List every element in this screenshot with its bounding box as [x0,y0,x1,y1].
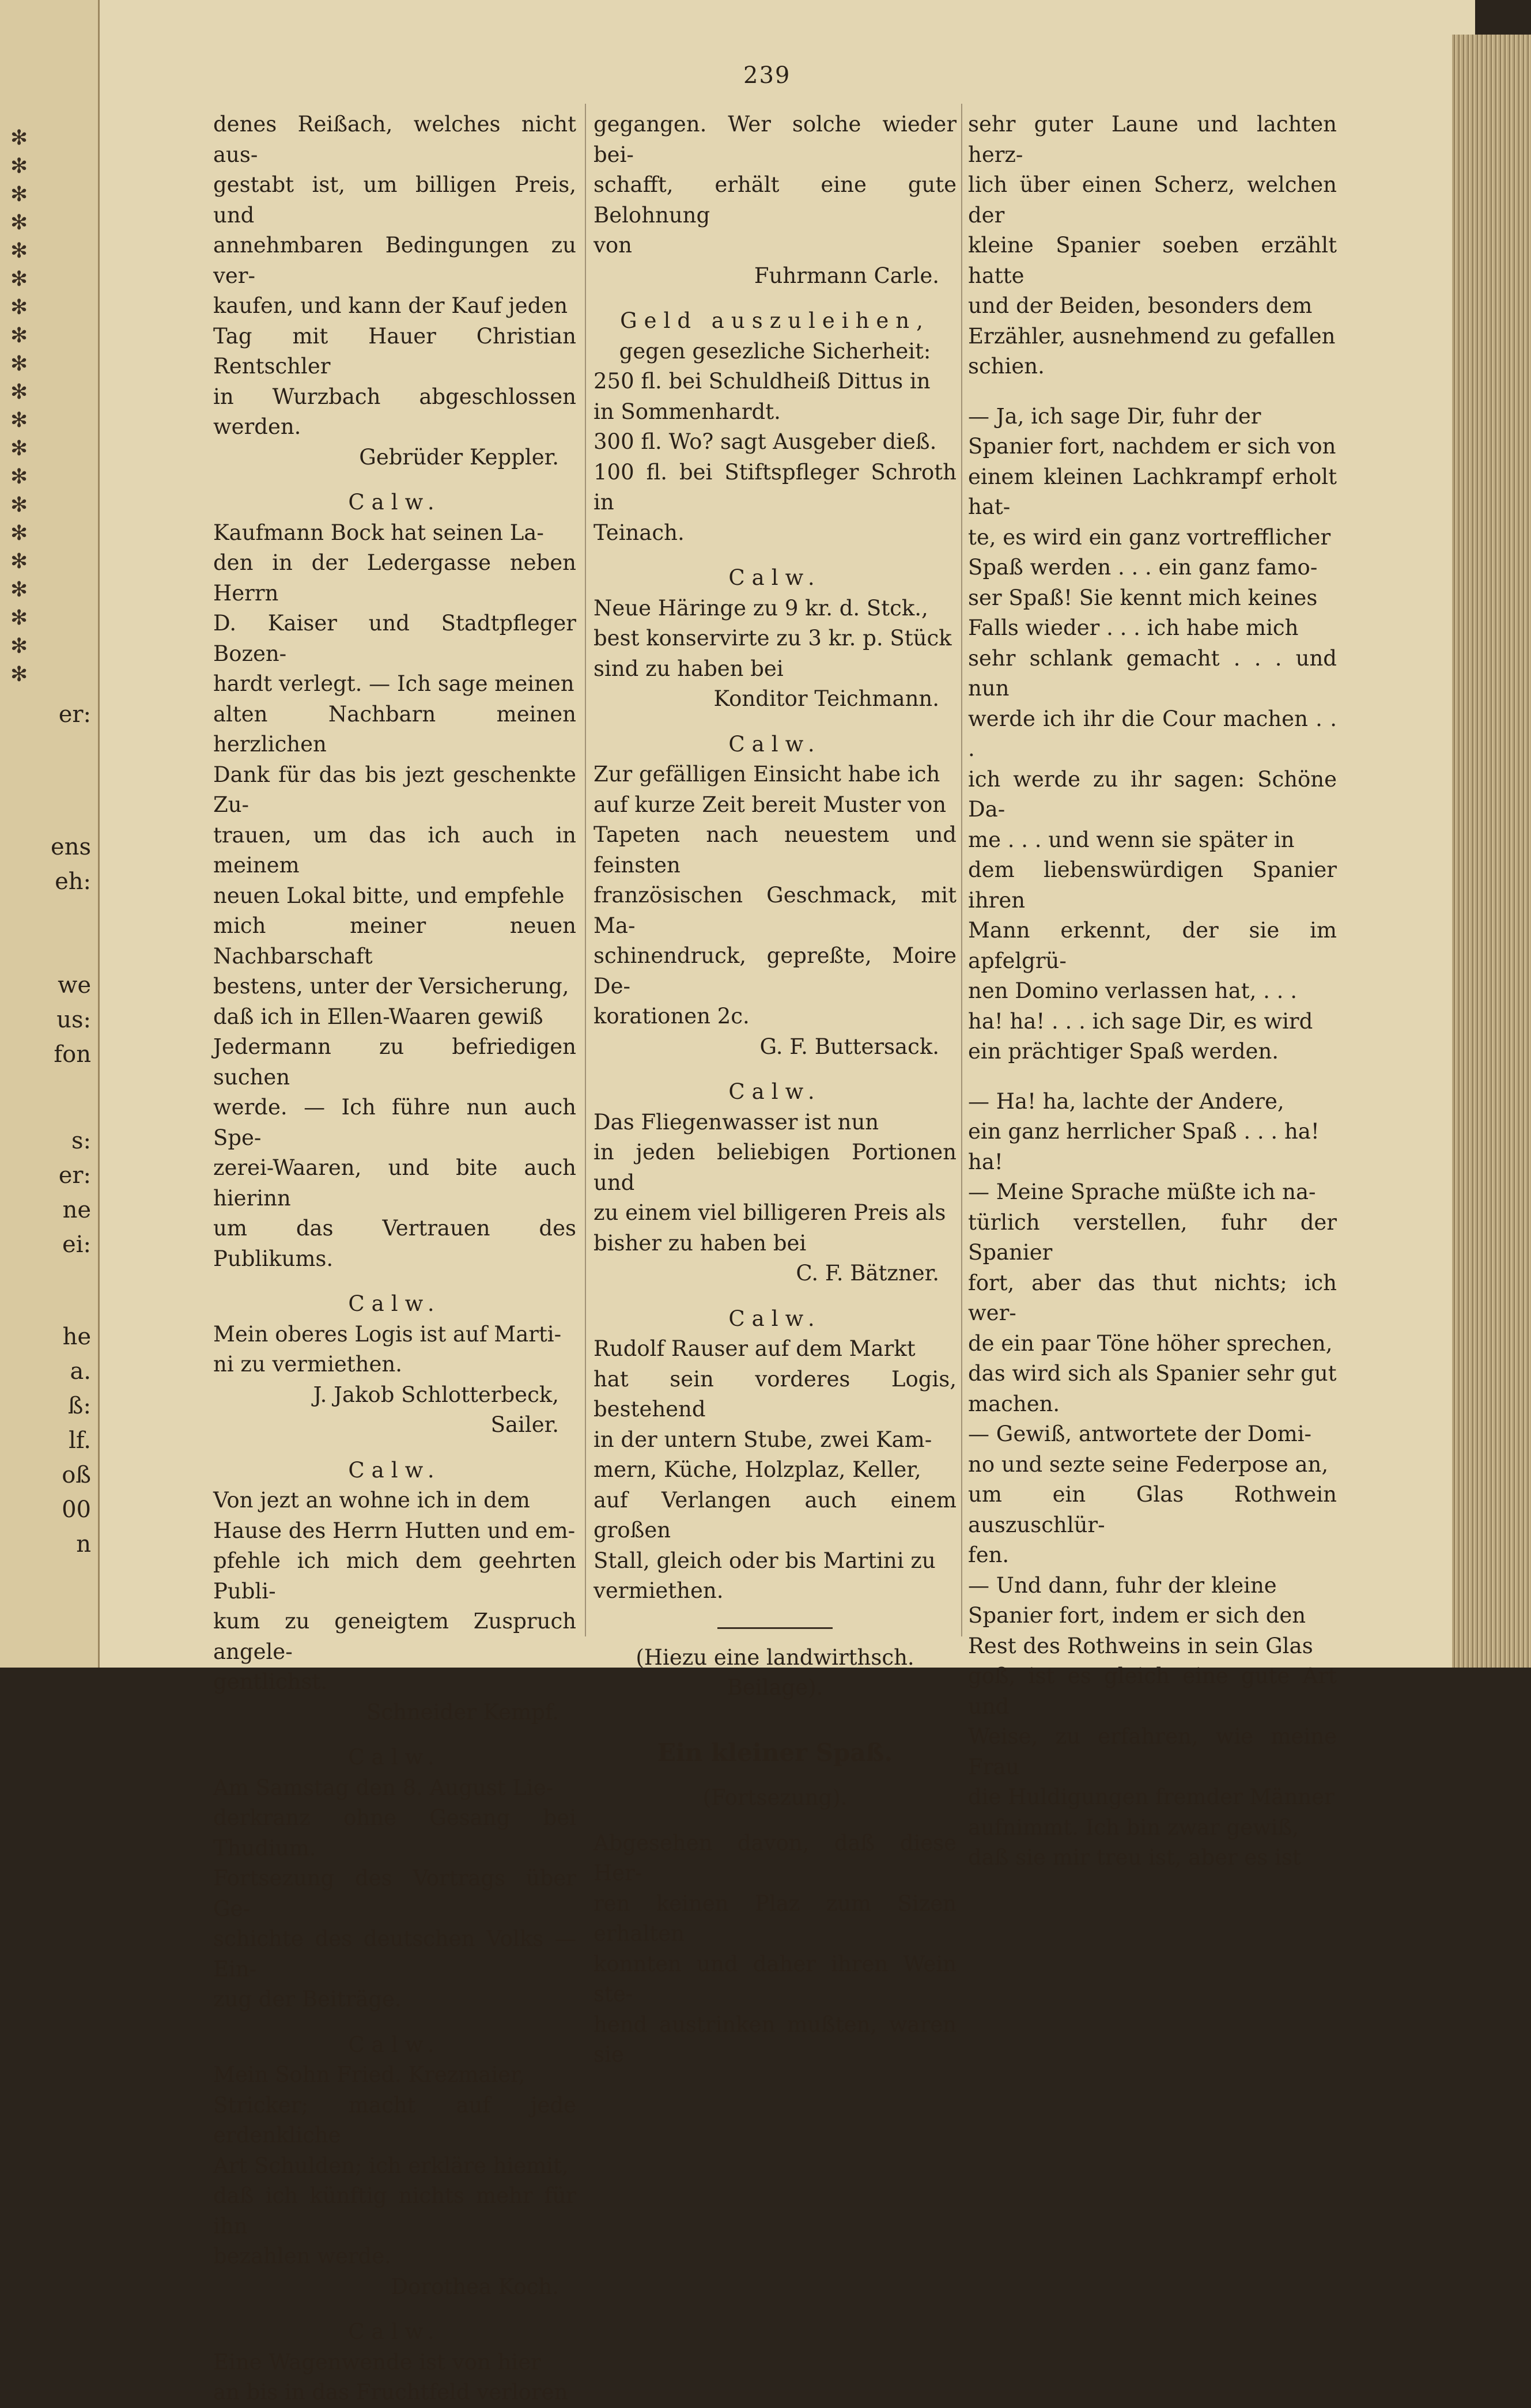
text-line: Rudolf Rauser auf dem Markt [594,1336,916,1361]
text-line: gentlichst. [213,1669,328,1694]
ad-signature: J. Jakob Schlotterbeck, [313,1382,559,1407]
column-1 [213,109,576,2405]
text-line: machen. [968,1391,1060,1416]
ad-heading: Calw. [348,2319,441,2344]
star-ornament-icon: ✻ [10,437,28,460]
text-line: kleine Spanier soeben erzählt hatte [968,233,1337,288]
text-line: schichte des deutschen Volks — Ein- [213,1926,576,1982]
text-line: — Gewiß, antwortete der Domi- [968,1422,1312,1446]
section-divider [717,1627,833,1629]
previous-page-fragment: ß: [67,1393,91,1419]
star-ornament-icon: ✻ [10,634,28,658]
text-line: alten Nachbarn meinen herzlichen [213,701,576,757]
text-line: derkranz ohne Gesang bei Thudium. [213,1805,576,1861]
text-line: daß sie mir treu ist, aber es ist [968,1845,1301,1870]
text-line: Teinach. [594,520,685,545]
text-line: Spaß werden . . . ein ganz famo- [968,555,1318,580]
ad-heading: Calw. [348,1745,441,1770]
paragraph-gap [968,1067,1337,1087]
star-ornament-icon: ✻ [10,409,28,432]
text-line: Kaufmann Bock hat seinen La- [213,520,544,545]
text-line: ni zu vermiethen. [213,1352,402,1377]
text-line: dem liebenswürdigen Spanier ihren [968,857,1337,913]
text-line: D. Kaiser und Stadtpfleger Bozen- [213,611,576,666]
ad-signature: Sailer. [490,1412,559,1437]
text-line: ein ganz herrlicher Spaß . . . ha! [968,1119,1320,1144]
previous-page-fragment: oß [62,1462,91,1488]
text-line: werde. — Ich führe nun auch Spe- [213,1095,576,1150]
text-line: bezahlen werde. [213,2244,391,2269]
text-line: neuen Lokal bitte, und empfehle [213,883,565,908]
previous-page-fragment: us: [56,1007,91,1033]
text-line: — Und dann, fuhr der kleine [968,1572,1277,1598]
previous-page-fragment: eh: [55,868,91,895]
text-line: auf Verlangen auch einem großen [594,1487,957,1543]
star-ornament-icon: ✻ [10,550,28,573]
text-line: Von jezt an wohne ich in dem [213,1488,530,1513]
text-line: Fortsezung des Vortrags über Ge- [213,1866,576,1921]
story-title: Ein kleiner Spaß. [657,1738,893,1767]
text-line: 100 fl. bei Stiftspfleger Schroth in [594,459,957,515]
text-line: korationen 2c. [594,1004,750,1029]
text-line: ha! [968,1149,1003,1174]
text-line: zerei-Waaren, und bite auch hierinn [213,1155,576,1211]
text-line: das wird sich als Spanier sehr gut [968,1361,1337,1386]
star-ornament-icon: ✻ [10,352,28,376]
text-line: den in der Ledergasse neben Herrn [213,550,576,606]
text-line: in der untern Stube, zwei Kam- [594,1427,932,1452]
text-line: Am Samstag den 8. August Lie- [213,1775,554,1800]
text-line: — Meine Sprache müßte ich na- [968,1180,1316,1204]
text-line: Falls wieder . . . ich habe mich [968,615,1299,640]
text-line: te, es wird ein ganz vortrefflicher [968,524,1331,550]
text-line: Erzähler, ausnehmend zu gefallen [968,323,1336,349]
text-line: Rest des Rothweins in sein Glas [968,1633,1313,1658]
centered-line: gegen gesezliche Sicherheit: [619,338,931,364]
text-line: lich über einen Scherz, welchen der [968,172,1337,228]
column-3 [968,109,1337,1870]
text-line: sehr guter Laune und lachten herz- [968,112,1337,167]
ad-heading: Calw. [348,1457,441,1483]
text-line: trauen, um das ich auch in meinem [213,822,576,878]
previous-page-fragment: s: [71,1128,91,1154]
ad-heading: Geld auszuleihen, [620,308,930,333]
star-ornament-icon: ✻ [10,183,28,206]
text-line: in Sommenhardt. [594,399,781,424]
text-line: — Ja, ich sage Dir, fuhr der [968,403,1261,429]
ad-signature: Gebrüder Keppler. [359,444,559,470]
story-subtitle: (Fortsezung). [702,1785,848,1810]
text-line: gestabt ist, um billigen Preis, und [213,172,576,228]
previous-page-fragment: he [62,1324,91,1350]
text-line: goß, ist es gleich eine gute Art und [968,1664,1337,1719]
text-line: Art Schulden; ich erkläre hiemit, [213,2153,569,2178]
text-line: nen Domino verlassen hat, . . . [968,978,1297,1003]
text-line: und der Beiden, besonders dem [968,293,1313,318]
star-ornament-icon: ✻ [10,578,28,602]
text-line: Stall, gleich oder bis Martini zu [594,1548,936,1573]
text-line: gegangen. Wer solche wieder bei- [594,112,957,167]
text-line: hend austrinken mußten, waren sie [594,2012,957,2067]
previous-page-fragment: ei: [62,1231,91,1258]
text-line: Jedermann zu befriedigen suchen [213,1034,576,1090]
text-line: bestens, unter der Versicherung, [213,974,569,999]
ad-signature: Dorothea Koch. [391,2274,559,2299]
text-line: daß ich künftig nichts mehr für ihn [213,2183,576,2239]
text-line: de ein paar Töne höher sprechen, [968,1330,1333,1356]
text-line: zu einem viel billigeren Preis als [594,1200,946,1225]
previous-page-fragment: fon [54,1041,91,1068]
text-line: fen. [968,1543,1010,1567]
text-line: kum zu geneigtem Zuspruch angele- [213,1609,576,1664]
text-line: Tapeten nach neuestem und feinsten [594,822,957,878]
text-line: schinendruck, gepreßte, Moire De- [594,943,957,999]
text-line: schafft, erhält eine gute Belohnung [594,172,957,228]
star-ornament-icon: ✻ [10,267,28,291]
star-ornament-icon: ✻ [10,493,28,517]
star-ornament-column [10,124,33,689]
text-line: ich werde zu ihr sagen: Schöne Da- [968,766,1337,822]
centered-line: (Hiezu eine landwirthsch. Beilage). [636,1645,914,1700]
text-line: sind zu haben bei [594,656,784,681]
previous-page-fragment: ens [51,834,91,860]
text-line: Zur gefälligen Einsicht habe ich [594,762,940,787]
previous-page-fragment: lf. [69,1427,91,1454]
text-line: Tag mit Hauer Christian Rentschler [213,323,576,379]
text-line: Mann erkennt, der sie im apfelgrü- [968,918,1337,973]
ad-heading: Calw. [348,490,441,515]
column-2 [594,109,957,2067]
ad-heading: Calw. [348,2032,441,2057]
text-line: vermiethen. [594,1578,724,1603]
text-line: in jeden beliebigen Portionen und [594,1140,957,1195]
text-line: an bis in das Fruchtfeld verloren [213,2380,568,2405]
text-line: die Huldigungen fremder Männer [968,1785,1335,1809]
text-line: ser Spaß! Sie kennt mich keines [968,585,1318,610]
text-line: — Ha! ha, lachte der Andere, [968,1088,1284,1114]
star-ornament-icon: ✻ [10,154,28,178]
text-line: Neue Häringe zu 9 kr. d. Stck., [594,595,928,621]
ad-heading: Calw. [348,1291,441,1316]
text-line: auf kurze Zeit bereit Muster von [594,792,947,817]
text-line: konnten und daher ihren Wein ste- [594,1951,957,2006]
text-line: türlich verstellen, fuhr der Spanier [968,1209,1337,1265]
text-line: no und sezte seine Federpose an, [968,1451,1329,1477]
ad-heading: Calw. [728,731,822,757]
text-line: ren keinen Plaz zum Sizen erhalten [594,1891,957,1946]
text-line: um ein Glas Rothwein auszuschlür- [968,1482,1337,1537]
star-ornament-icon: ✻ [10,324,28,347]
text-line: schien. [968,354,1045,379]
text-line: sehr schlank gemacht . . . und nun [968,645,1337,701]
page-block-edge [1452,35,1531,1668]
column-rule-2 [961,104,962,1636]
text-line: 250 fl. bei Schuldheiß Dittus in [594,369,931,394]
star-ornament-icon: ✻ [10,211,28,235]
column-rule-1 [585,104,586,1636]
text-line: zug der Beiträge. [213,1987,402,2012]
previous-page-fragment: we [58,972,91,999]
star-ornament-icon: ✻ [10,126,28,150]
previous-page-fragment: er: [58,701,91,728]
text-line: Eine Wagenwende ist von hier [213,2349,541,2375]
text-line: Mein oberes Logis ist auf Marti- [213,1321,562,1347]
text-line: hardt verlegt. — Ich sage meinen [213,671,574,696]
text-line: hat sein vorderes Logis, bestehend [594,1366,957,1422]
ad-signature: Konditor Teichmann. [713,686,939,711]
star-ornament-icon: ✻ [10,239,28,263]
text-line: me . . . und wenn sie später in [968,827,1295,852]
previous-page-fragment: er: [58,1162,91,1189]
text-line: Weise, zu erfahren, wie meine Frau [968,1724,1337,1779]
text-line: französischen Geschmack, mit Ma- [594,883,957,938]
text-line: Stricker; macht auf jede erdenkliche [213,2092,576,2148]
star-ornament-icon: ✻ [10,380,28,404]
text-line: Das Fliegenwasser ist nun [594,1109,879,1135]
star-ornament-icon: ✻ [10,465,28,489]
text-line: ein prächtiger Spaß werden. [968,1039,1279,1064]
text-line: pfehle ich mich dem geehrten Publi- [213,1548,576,1604]
ad-signature: Schneider Kempf. [366,1699,559,1725]
ad-signature: C. F. Bätzner. [796,1261,939,1286]
star-ornament-icon: ✻ [10,296,28,319]
text-line: Dank für das bis jezt geschenkte Zu- [213,762,576,817]
text-line: bisher zu haben bei [594,1230,807,1256]
paragraph-gap [968,382,1337,402]
previous-page-edge [0,0,100,1668]
text-line: aufnimmt. Ich bin zwar gewiß, [968,1814,1299,1840]
ad-heading: Calw. [728,1079,822,1104]
text-line: Abgesehen davon, daß diese Her- [594,1830,957,1885]
text-line: Mein Sohn Fried. Krezmaier, [213,2062,526,2087]
text-line: ha! ha! . . . ich sage Dir, es wird [968,1008,1313,1034]
text-line: Spanier fort, nachdem er sich von [968,434,1336,459]
ad-heading: Calw. [728,1306,822,1331]
previous-page-fragment: 00 [62,1496,91,1523]
text-line: mern, Küche, Holzplaz, Keller, [594,1457,921,1482]
text-line: denes Reißach, welches nicht aus- [213,112,576,167]
star-ornament-icon: ✻ [10,663,28,686]
text-line: mich meiner neuen Nachbarschaft [213,913,576,969]
text-line: einem kleinen Lachkrampf erholt hat- [968,464,1337,519]
text-line: kaufen, und kann der Kauf jeden [213,293,568,318]
text-line: werde ich ihr die Cour machen . . . [968,706,1337,761]
text-line: daß ich in Ellen-Waaren gewiß [213,1004,543,1029]
text-line: von [594,233,633,258]
text-line: Spanier fort, indem er sich den [968,1603,1306,1628]
previous-page-fragment: ne [62,1197,91,1223]
text-line: 300 fl. Wo? sagt Ausgeber dieß. [594,429,937,454]
previous-page-fragment: a. [70,1358,91,1385]
text-line: best konservirte zu 3 kr. p. Stück [594,626,952,651]
previous-page-fragment: n [76,1531,91,1558]
ad-signature: G. F. Buttersack. [759,1034,939,1059]
text-line: um das Vertrauen des Publikums. [213,1216,576,1271]
text-line: in Wurzbach abgeschlossen werden. [213,384,576,439]
ad-heading: Calw. [728,565,822,590]
page-number: 239 [743,62,791,89]
text-line: Hause des Herrn Hutten und em- [213,1518,576,1543]
star-ornament-icon: ✻ [10,606,28,630]
text-line: annehmbaren Bedingungen zu ver- [213,233,576,288]
ad-signature: Fuhrmann Carle. [754,263,939,288]
star-ornament-icon: ✻ [10,521,28,545]
text-line: fort, aber das thut nichts; ich wer- [968,1270,1337,1325]
